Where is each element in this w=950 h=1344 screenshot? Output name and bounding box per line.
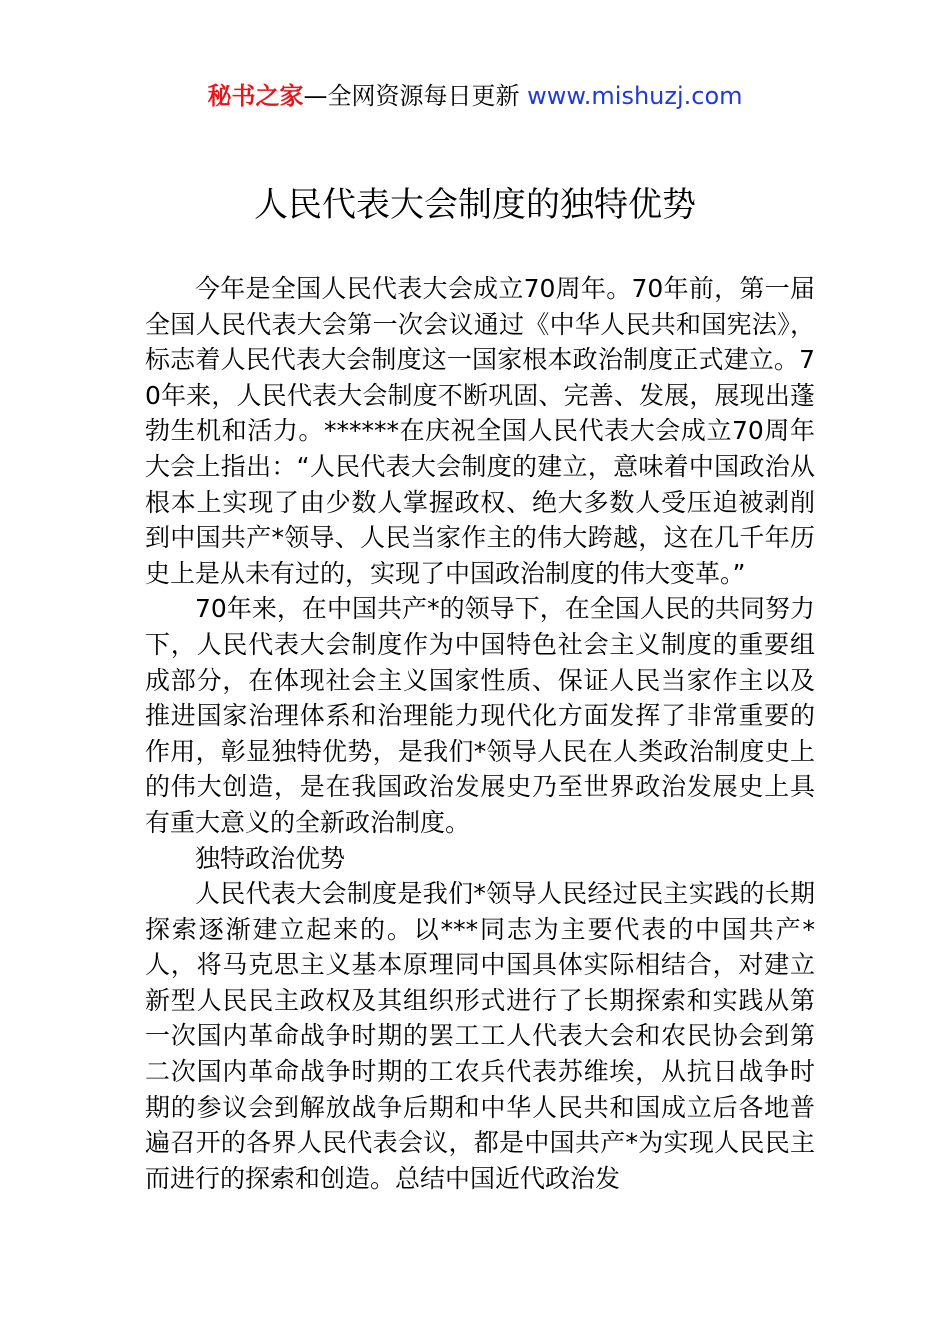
document-body bbox=[145, 271, 815, 1196]
paragraph-intro: 今年是全国人民代表大会成立70周年。70年前，第一届全国人民代表大会第一次会议通过《中华人民共和国宪法》，标志着人民代表大会制度这一国家根本政治制度正式建立。70年来，人民代表大会制度不断巩固、完善、发展，展现出蓬勃生机和活力。******在庆祝全国人民代表大会成立70周年大会上指出：“人民代表大会制度的建立，意味着中国政治从根本上实现了由少数人掌握政权、绝大多数人受压迫被剥削到中国共产*领导、人民当家作主的伟大跨越，这在几千年历史上是从未有过的，实现了中国政治制度的伟大变革。” bbox=[145, 274, 815, 588]
paragraph-seventy-years: 70年来，在中国共产*的领导下，在全国人民的共同努力下，人民代表大会制度作为中国特色社会主义制度的重要组成部分，在体现社会主义国家性质、保证人民当家作主以及推进国家治理体系和治理能力现代化方面发挥了非常重要的作用，彰显独特优势，是我们*领导人民在人类政治制度史上的伟大创造，是在我国政治发展史乃至世界政治发展史上具有重大意义的全新政治制度。 bbox=[145, 594, 815, 837]
document-title: 人民代表大会制度的独特优势 bbox=[254, 185, 696, 225]
site-url-link[interactable]: www.mishuzj.com bbox=[527, 82, 743, 110]
section-heading-political-advantage: 独特政治优势 bbox=[195, 843, 346, 873]
paragraph-history: 人民代表大会制度是我们*领导人民经过民主实践的长期探索逐渐建立起来的。以***同志为主要代表的中国共产*人，将马克思主义基本原理同中国具体实际相结合，对建立新型人民民主政权及其组织形式进行了长期探索和实践从第一次国内革命战争时期的罢工工人代表大会和农民协会到第二次国内革命战争时期的工农兵代表苏维埃，从抗日战争时期的参议会到解放战争后期和中华人民共和国成立后各地普遍召开的各界人民代表会议，都是中国共产*为实现人民民主而进行的探索和创造。总结中国近代政治发 bbox=[145, 879, 815, 1193]
site-brand: 秘书之家 bbox=[207, 82, 304, 110]
site-header bbox=[0, 80, 950, 112]
site-tagline: —全网资源每日更新 bbox=[303, 82, 528, 110]
